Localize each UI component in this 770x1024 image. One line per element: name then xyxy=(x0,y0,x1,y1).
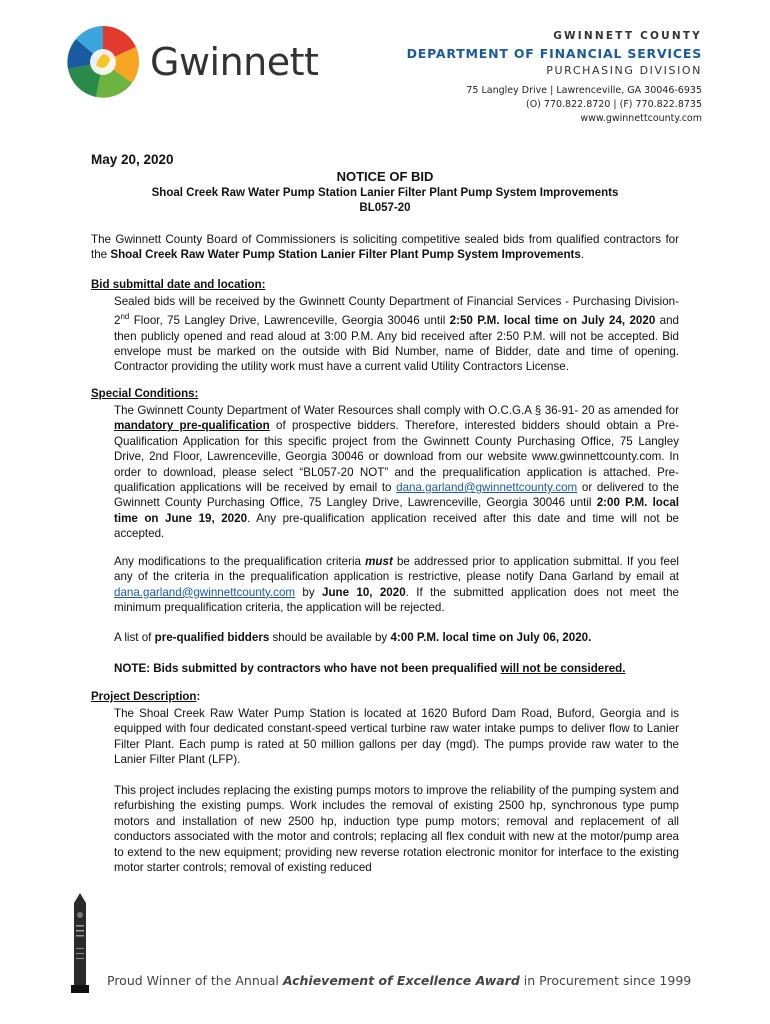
notice-title: NOTICE OF BID xyxy=(336,169,434,184)
gwinnett-logo-text: Gwinnett xyxy=(150,40,319,84)
project-title: Shoal Creek Raw Water Pump Station Lanier Filter Plant Pump System Improvements xyxy=(151,187,619,199)
submittal-paragraph: Sealed bids will be received by the Gwinnett County Department of Financial Services - Purchasing Division-2nd Floor, 75 Langley Drive, Lawrenceville, Georgia 30046 until 2:50 P.M. local time on July 24, 2020 and then publicly opened and read aloud at 3:00 P.M. Any bid received after 2:50 P.M. will not be accepted. Bid envelope must be marked on the outside with Bid Number, name of Bidder, date and time of opening. Contractor providing the utility work must have a current valid Utility Contractors License. xyxy=(114,295,679,374)
org-department: DEPARTMENT OF FINANCIAL SERVICES xyxy=(406,46,702,61)
project-title-block xyxy=(0,186,770,216)
org-division: PURCHASING DIVISION xyxy=(546,64,702,77)
intro-paragraph: The Gwinnett County Board of Commissioners is soliciting competitive sealed bids from qualified contractors for the Shoal Creek Raw Water Pump Station Lanier Filter Plant Pump System Improvements. xyxy=(91,233,679,262)
modifications-paragraph: Any modifications to the prequalification criteria must be addressed prior to application submittal. If you feel any of the criteria in the prequalification application is restrictive, please notify Dana Garland by email at dana.garland@gwinnettcounty.com by June 10, 2020. If the submitted application does not meet the minimum prequalification criteria, the application will be rejected. xyxy=(114,555,679,615)
note-paragraph: NOTE: Bids submitted by contractors who have not been prequalified will not be considered. xyxy=(114,662,626,675)
project-description-paragraph-2: This project includes replacing the existing pumps motors to improve the reliability of the pumping system and refurbishing the existing pumps. Work includes the removal of existing 2500 hp, synchronous type pump motors and installation of new 2500 hp, induction type pump motors; removal and replacement of all conductors associated with the motor and controls; replacing all flex conduit with new at the motor/pump area to extend to the new equipment; providing new reverse rotation electronic monitor for interface to the existing motor starter controls; removal of existing reduced xyxy=(114,784,679,875)
org-website: www.gwinnettcounty.com xyxy=(580,113,702,124)
email-link-2[interactable]: dana.garland@gwinnettcounty.com xyxy=(114,585,296,599)
org-contact xyxy=(466,84,702,126)
project-description-heading: Project Description: xyxy=(91,691,201,703)
award-footer: Proud Winner of the Annual Achievement of Excellence Award in Procurement since 1999 xyxy=(107,973,692,988)
notice-date: May 20, 2020 xyxy=(91,152,174,167)
org-address: 75 Langley Drive | Lawrenceville, GA 30046-6935 xyxy=(466,85,702,96)
submittal-heading: Bid submittal date and location: xyxy=(91,279,266,291)
email-link[interactable]: dana.garland@gwinnettcounty.com xyxy=(396,481,578,495)
prequalified-list-paragraph: A list of pre-qualified bidders should be available by 4:00 P.M. local time on July 06, 2020. xyxy=(114,631,592,644)
award-trophy-icon xyxy=(68,893,92,993)
org-phone: (O) 770.822.8720 | (F) 770.822.8735 xyxy=(525,99,702,110)
gwinnett-logo-icon xyxy=(66,25,140,99)
project-description-paragraph-1: The Shoal Creek Raw Water Pump Station is located at 1620 Buford Dam Road, Buford, Georgia and is equipped with four dedicated constant-speed vertical turbine raw water intake pumps to deliver flow to Lanier Filter Plant. Each pump is rated at 50 million gallons per day (mgd). The pumps provide raw water to the Lanier Filter Plant (LFP). xyxy=(114,707,679,767)
special-conditions-heading: Special Conditions: xyxy=(91,388,199,400)
special-conditions-paragraph: The Gwinnett County Department of Water Resources shall comply with O.C.G.A § 36-91- 20 as amended for mandatory pre-qualification of prospective bidders. Therefore, interested bidders should obtain a Pre-Qualification Application for this specific project from the Gwinnett County Purchasing Office, 75 Langley Drive, 2nd Floor, Lawrenceville, Georgia 30046 or download from our website www.gwinnettcounty.com. In order to download, please select “BL057-20 NOT” and the prequalification application is attached. Pre-qualification applications will be received by email to dana.garland@gwinnettcounty.com or delivered to the Gwinnett County Purchasing Office, 75 Langley Drive, Lawrenceville, Georgia 30046 until 2:00 P.M. local time on June 19, 2020. Any pre-qualification application received after this date and time will not be accepted. xyxy=(114,404,680,541)
org-county: GWINNETT COUNTY xyxy=(553,30,702,42)
bid-number: BL057-20 xyxy=(359,202,411,214)
